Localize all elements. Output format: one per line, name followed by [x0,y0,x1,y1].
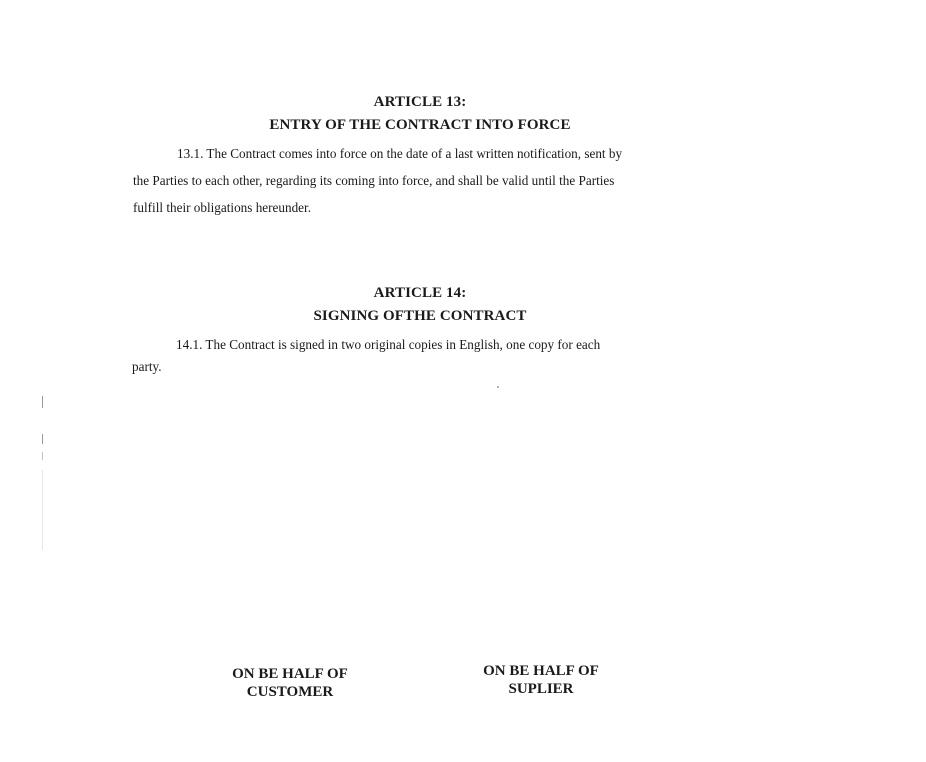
supplier-signature-block [463,662,619,698]
customer-signature-line-2: CUSTOMER [246,684,334,700]
customer-signature-line-1: ON BE HALF OF [232,666,348,682]
customer-signature-block [212,665,368,701]
clause-13-1-line-1: 13.1. The Contract comes into force on the date of a last written notification, sent by [177,146,623,161]
article-14-title: ARTICLE 14: [373,285,467,301]
article-14-subtitle: SIGNING OFTHE CONTRACT [313,308,527,324]
clause-13-1-line-3: fulfill their obligations hereunder. [133,200,311,215]
supplier-signature-line-1: ON BE HALF OF [483,663,599,679]
article-13-clause [133,140,622,221]
article-13-subtitle: ENTRY OF THE CONTRACT INTO FORCE [269,117,571,133]
clause-13-1-line-2: the Parties to each other, regarding its coming into force, and shall be valid until the Parties [133,173,615,188]
scan-margin-mark [42,470,43,550]
supplier-signature-line-2: SUPLIER [508,681,574,697]
article-13-title: ARTICLE 13: [373,94,467,110]
scan-speck [497,386,499,388]
clause-14-1-line-1: 14.1. The Contract is signed in two original copies in English, one copy for each [176,337,601,352]
scan-margin-mark [42,452,43,460]
article-14-clause [132,331,600,380]
scan-margin-mark [42,396,43,408]
scan-margin-mark [42,434,43,444]
clause-14-1-line-2: party. [132,359,162,374]
